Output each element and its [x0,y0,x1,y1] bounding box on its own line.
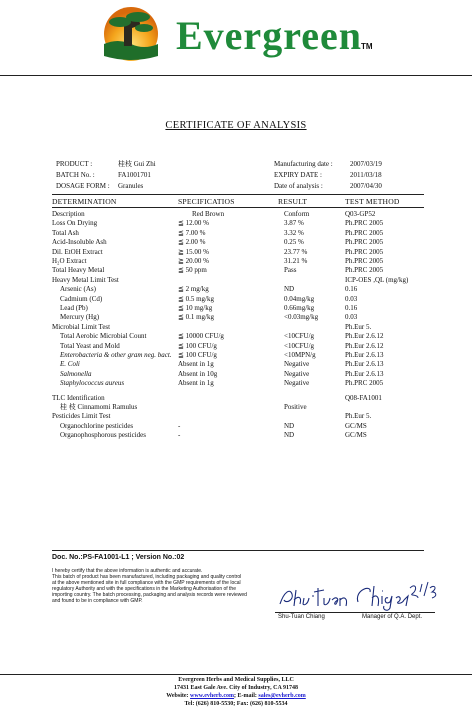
signatory-name: Shu-Tuan Chiang [278,614,325,620]
table-cell-result: 31.21 % [284,257,308,265]
table-cell-test-method: Ph.PRC 2005 [345,228,384,237]
table-cell-test-method: Ph.Eur 2.6.13 [345,351,384,359]
certificate-title: CERTIFICATE OF ANALYSIS [165,120,307,131]
table-cell-result: 3.32 % [284,228,304,237]
table-cell-result: <10MPN/g [284,351,316,359]
table-cell-test-method: 0.16 [345,285,358,294]
table-cell-determination: Total Yeast and Mold [60,341,120,350]
table-cell-determination: Total Aerobic Microbial Count [60,332,147,341]
table-cell-test-method: 0.16 [345,304,358,312]
declaration-line: I hereby certify that the above information is authentic and accurate. [52,568,203,574]
table-cell-specification: ≦ 100 CFU/g [178,351,217,359]
analysis-date-label: Date of analysis : [274,182,323,190]
table-cell-test-method: Ph.PRC 2005 [345,247,384,256]
table-cell-determination: Description [52,210,85,218]
table-cell-determination: Staphylococcus aureus [60,379,125,388]
table-cell-determination: Dil. EtOH Extract [52,247,103,256]
declaration-line: importing country. The batch processing, packaging and analysis records were reviewed [52,592,247,598]
footer-address: 17431 East Gale Ave. City of Industry, CA 91748 [174,685,298,691]
table-cell-determination: Organophosphorous pesticides [60,431,146,440]
analysis-date-value: 2007/04/30 [350,182,382,190]
table-cell-specification: Absent in 1g [178,360,214,369]
table-cell-specification: Red Brown [192,210,225,218]
column-header-specifications: SPECIFICATIOS [178,197,235,206]
table-cell-test-method: Ph.PRC 2005 [345,257,384,265]
table-cell-determination: Lead (Pb) [60,304,88,312]
table-cell-result: Positive [284,403,307,411]
table-cell-test-method: GC/MS [345,421,367,430]
table-cell-result: 0.66mg/kg [284,304,315,312]
declaration-line: This batch of product has been manufactured, including packaging and quality control [52,574,242,580]
table-cell-specification: ≦ 10 mg/kg [178,304,213,312]
table-cell-result: ND [284,421,295,430]
table-top-rule [52,194,424,195]
table-cell-test-method: Ph.Eur 2.6.13 [345,369,384,378]
table-cell-result: 0.25 % [284,238,304,247]
expiry-date-label: EXPIRY DATE : [274,171,322,179]
table-cell-determination: Enterobacteria & other gram neg. bact. [60,351,172,359]
table-cell-result: <0.03mg/kg [284,313,319,322]
table-cell-determination: TLC Identification [52,393,105,402]
table-cell-determination: Organochlorine pesticides [60,421,134,430]
table-cell-specification: - [178,431,181,440]
table-cell-determination: Microbial Limit Test [52,322,111,331]
product-value: 桂枝 Gui Zhi [118,160,156,168]
website-link[interactable]: www.evherb.com [190,693,235,699]
dosage-form-label: DOSAGE FORM : [56,182,110,190]
manufacturing-date-label: Manufacturing date : [274,160,333,168]
table-cell-determination: Loss On Drying [52,219,98,228]
table-cell-determination: Cadmium (Cd) [60,294,103,303]
column-header-test-method: TEST METHOD [345,197,400,206]
table-cell-result: Negative [284,369,310,378]
handwritten-signature [278,578,442,612]
table-cell-result: ND [284,285,295,294]
dosage-form-value: Granules [118,182,144,190]
table-cell-specification: ≧ 20.00 % [178,257,209,265]
table-cell-specification: ≦ 12.00 % [178,219,209,228]
declaration-line: and found to be in compliance with GMP. [52,598,143,604]
table-cell-test-method: 0.03 [345,294,358,303]
table-cell-test-method: Ph.PRC 2005 [345,266,384,275]
table-cell-result: Negative [284,360,310,369]
table-cell-determination: H₂O Extract [52,257,87,265]
table-cell-test-method: Ph.PRC 2005 [345,379,384,388]
table-cell-specification: Absent in 1g [178,379,214,388]
table-cell-test-method: ICP-OES ,QL (mg/kg) [345,275,409,284]
document-number: Doc. No.:PS-FA1001-L1 ; Version No.:02 [52,554,185,561]
trademark-mark: TM [361,42,373,51]
table-cell-result: ND [284,431,295,440]
table-cell-result: <10CFU/g [284,341,315,350]
table-cell-test-method: GC/MS [345,431,367,440]
table-cell-specification: ≧ 15.00 % [178,247,209,256]
table-cell-result: 0.04mg/kg [284,294,315,303]
batch-value: FA1001701 [118,171,151,179]
manufacturing-date-value: 2007/03/19 [350,160,382,168]
table-cell-determination: E. Coli [60,360,80,369]
table-cell-test-method: Ph.Eur 5. [345,412,372,421]
table-cell-determination: Total Heavy Metal [52,266,105,275]
table-cell-determination: Mercury (Hg) [60,313,100,322]
table-cell-test-method: Q03-GP52 [345,210,376,218]
table-cell-specification: ≦ 100 CFU/g [178,341,217,350]
product-label: PRODUCT : [56,160,93,168]
footer-company: Evergreen Herbs and Medical Supplies, LLC [178,677,294,683]
table-cell-specification: ≦ 7.00 % [178,228,206,237]
signatory-title: Manager of Q.A. Dept. [362,614,423,620]
table-cell-determination: Total Ash [52,228,79,237]
table-cell-determination: 桂 枝 Cinnamomi Ramulus [60,403,138,411]
table-header-rule [52,207,424,208]
footer-phone: Tel: (626) 810-5530; Fax: (626) 810-5534 [184,701,288,707]
evergreen-logo-icon [98,4,164,62]
table-cell-test-method: Q08-FA1001 [345,393,382,402]
table-cell-test-method: Ph.PRC 2005 [345,238,384,247]
table-cell-determination: Acid-Insoluble Ash [52,238,107,247]
footer-contact [0,693,472,701]
table-cell-test-method: Ph.PRC 2005 [345,219,384,228]
declaration-line: regulatory Authority and with the specifications in the Marketing Authorisation of the [52,586,236,592]
column-header-result: RESULT [278,197,308,206]
table-cell-test-method: Ph.Eur 2.6.12 [345,332,384,341]
table-cell-test-method: Ph.Eur 2.6.12 [345,341,384,350]
table-cell-specification: ≦ 2 mg/kg [178,285,209,294]
table-cell-result: <10CFU/g [284,332,315,341]
expiry-date-value: 2011/03/18 [350,171,382,179]
batch-label: BATCH No. : [56,171,95,179]
table-cell-test-method: 0.03 [345,313,358,322]
table-cell-determination: Salmonella [60,369,92,378]
table-cell-result: Pass [284,266,297,275]
table-cell-specification: Absent in 10g [178,369,218,378]
table-cell-specification: ≦ 2.00 % [178,238,206,247]
table-cell-specification: ≦ 50 ppm [178,266,207,275]
email-label: ; E-mail: [234,693,257,699]
table-cell-specification: ≦ 0.5 mg/kg [178,294,215,303]
table-cell-specification: - [178,421,181,430]
table-cell-determination: Pesticides Limit Test [52,412,111,421]
table-cell-result: Conform [284,210,310,218]
table-cell-specification: ≦ 0.1 mg/kg [178,313,215,322]
doc-divider [52,550,424,551]
table-cell-result: 3.87 % [284,219,304,228]
declaration-line: at the above mentioned site in full compliance with the GMP requirements of the local [52,580,241,586]
footer-divider [0,674,472,675]
table-cell-determination: Heavy Metal Limit Test [52,275,119,284]
column-header-determination: DETERMINATION [52,197,117,206]
table-cell-result: Negative [284,379,310,388]
website-label: Website: [166,693,189,699]
email-link[interactable]: sales@evherb.com [258,693,306,699]
table-cell-test-method: Ph.Eur 5. [345,322,372,331]
table-cell-result: 23.77 % [284,247,308,256]
table-cell-test-method: Ph.Eur 2.6.13 [345,360,384,369]
signature-line [275,612,435,613]
table-cell-determination: Arsenic (As) [60,285,96,294]
header-divider [0,75,472,76]
table-cell-specification: ≦ 10000 CFU/g [178,332,224,341]
brand-name: Evergreen [176,13,362,58]
